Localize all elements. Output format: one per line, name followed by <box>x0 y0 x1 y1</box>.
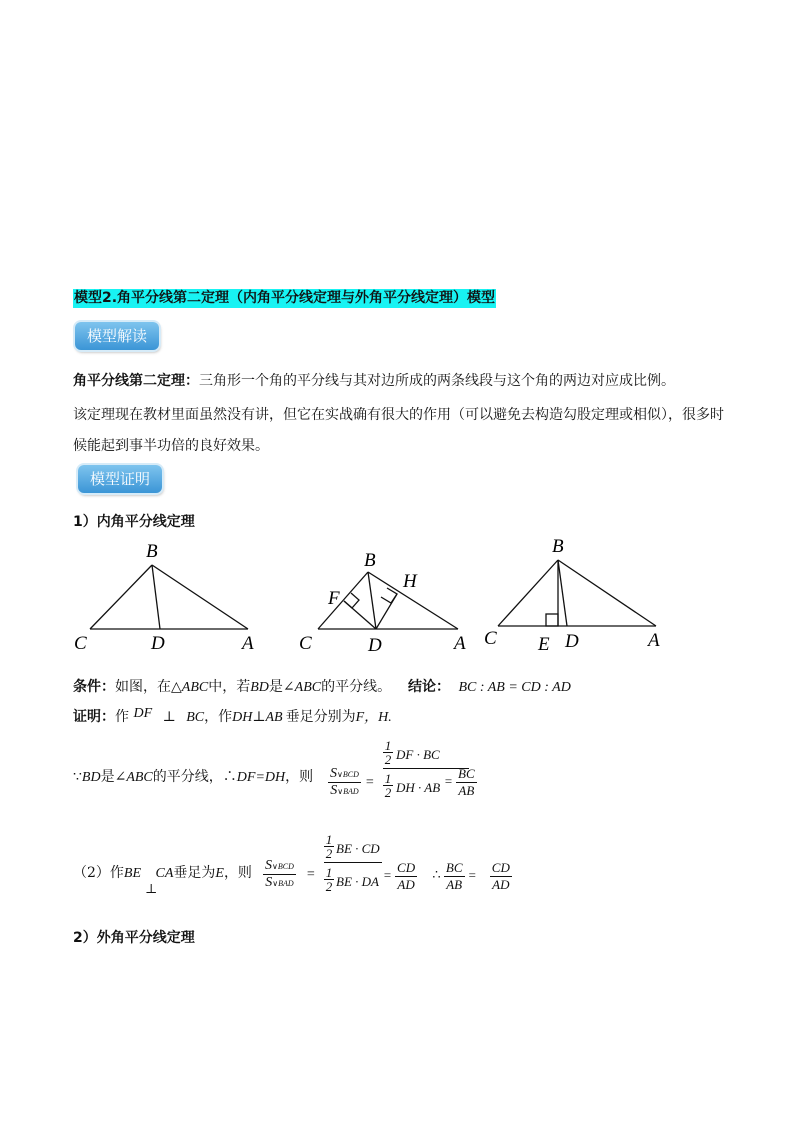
line4-be-cd: BE · CD <box>336 841 380 856</box>
proof-perp: ⊥ <box>162 709 176 725</box>
line3-s-top: S <box>330 766 337 781</box>
proof-fh: F，H. <box>355 710 392 725</box>
line4-text-1: 垂足为 <box>173 865 216 881</box>
fig3-label-c: C <box>484 628 497 649</box>
proof-bc: BC <box>186 710 205 725</box>
line4-cd: CD <box>397 860 416 875</box>
line3-area-fraction <box>328 766 374 799</box>
figure-3 <box>498 560 656 626</box>
proof-label: 证明： <box>73 709 115 725</box>
line4-sub-bad: ∨BAD <box>272 879 294 888</box>
line4-be-da: BE · DA <box>336 874 379 889</box>
fig1-label-a: A <box>242 633 254 654</box>
line4-ca: CA <box>155 866 174 881</box>
fig2-label-f: F <box>328 588 340 609</box>
condition-text-2: 中，若 <box>208 679 251 695</box>
line4-cd-ad-fraction <box>395 860 417 893</box>
line3-text-1: 是∠ <box>100 769 127 785</box>
condition-abc-2: ABC <box>294 680 322 695</box>
page-title: 模型2.角平分线第二定理（内角平分线定理与外角平分线定理）模型 <box>74 290 496 306</box>
condition-bd: BD <box>250 680 269 695</box>
note-paragraph: 该定理现在教材里面虽然没有讲，但它在实战确有很大的作用（可以避免去构造勾股定理或相似），很多时候能起到事半功倍的良好效果。 <box>73 407 724 454</box>
condition-text-1: 如图，在△ <box>115 679 182 695</box>
fig1-label-c: C <box>74 633 87 654</box>
line4-perp: ⊥ <box>145 882 158 897</box>
line4-cd-ad-fraction-2 <box>490 860 512 893</box>
line4-s-fraction <box>263 858 296 891</box>
condition-text-4: 的平分线。 <box>321 679 392 695</box>
line3-s-fraction <box>328 766 361 799</box>
fig1-line-bd <box>152 565 160 629</box>
therefore-symbol: ∴ <box>432 867 441 883</box>
fig2-right-angle-f <box>344 593 359 608</box>
line4-ad: AD <box>397 877 415 892</box>
line4-equals-2: = <box>383 867 392 883</box>
line3-sub-bcd: ∨BCD <box>337 770 359 779</box>
line4-ab: AB <box>446 877 463 892</box>
line4-half-den-top: 2 <box>325 846 333 861</box>
condition-abc: ABC <box>181 680 209 695</box>
fig2-label-d: D <box>368 635 382 656</box>
condition-label: 条件： <box>73 679 115 695</box>
section-external-bisector: 2）外角平分线定理 <box>73 930 195 946</box>
line3-text-3: ，则 <box>285 769 314 785</box>
conclusion-formula: BC : AB = CD : AD <box>458 680 571 695</box>
section-internal-bisector: 1）内角平分线定理 <box>73 514 195 530</box>
line4-half-den-bottom: 2 <box>325 879 333 894</box>
fig2-label-b: B <box>364 550 376 571</box>
line3-sub-bad: ∨BAD <box>337 787 359 796</box>
line4-ad-2: AD <box>492 877 510 892</box>
line4-paren: （2）作 <box>73 865 124 881</box>
area-ratio-line <box>73 766 313 789</box>
fig3-line-bc <box>498 560 558 626</box>
line3-bd: BD <box>81 770 101 785</box>
line4-e: E <box>215 866 224 881</box>
line4-result <box>383 860 512 893</box>
line4-half-num-bottom: 1 <box>325 865 333 880</box>
line4-equals-3: = <box>467 867 477 883</box>
condition-text-3: 是∠ <box>268 679 295 695</box>
line4-s-top: S <box>265 858 272 873</box>
line4-bc: BC <box>445 860 463 875</box>
line3-bc-ab-fraction <box>456 766 477 799</box>
line4-sub-bcd: ∨BCD <box>272 862 294 871</box>
line4-text-2: ，则 <box>223 865 252 881</box>
line3-ab: AB <box>458 783 475 798</box>
line3-abc: ABC <box>126 770 153 785</box>
line3-half-num-bottom: 1 <box>384 771 392 786</box>
proof-text-1: 作 <box>115 709 129 725</box>
line3-equals-2: = <box>444 773 453 789</box>
theorem-label: 角平分线第二定理： <box>73 373 199 389</box>
line4-cd-2: CD <box>491 860 510 875</box>
theorem-paragraph <box>73 370 733 392</box>
fig2-right-angle-h <box>381 588 397 603</box>
fig2-label-c: C <box>299 633 312 654</box>
line3-result <box>444 766 477 799</box>
line4-s-bottom: S <box>265 875 273 890</box>
fig2-line-bd <box>368 572 376 629</box>
fig1-label-d: D <box>151 633 165 654</box>
line4-half-num-top: 1 <box>325 832 333 847</box>
line4-bc-ab-fraction <box>444 860 465 893</box>
proof-line <box>73 706 392 729</box>
line4-be: BE <box>123 866 142 881</box>
line3-half-den-bottom: 2 <box>384 785 392 800</box>
line3-half-num-top: 1 <box>384 738 392 753</box>
line4-area-fraction <box>263 858 315 891</box>
line3-eq: DF=DH <box>236 770 286 785</box>
fig3-line-bd <box>558 560 567 626</box>
figure-1 <box>90 565 248 629</box>
line3-text-2: 的平分线，∴ <box>152 769 237 785</box>
fig2-label-a: A <box>454 633 466 654</box>
line3-half-den-top: 2 <box>384 752 392 767</box>
line3-s-bottom: S <box>330 783 338 798</box>
fig3-label-a: A <box>648 630 660 651</box>
line4-equals-1: = <box>306 867 316 882</box>
fig3-label-d: D <box>565 631 579 652</box>
proof-dh-ab: DH⊥AB <box>232 710 283 725</box>
line3-bc: BC <box>458 766 475 781</box>
line3-dh-ab: DH · AB <box>396 780 441 795</box>
badge-model-interpret: 模型解读 <box>75 322 159 350</box>
proof-text-3: 垂足分别为 <box>285 709 356 725</box>
figures <box>0 530 800 660</box>
fig1-line-ba <box>152 565 248 629</box>
fig3-label-b: B <box>552 536 564 557</box>
theorem-text: 三角形一个角的平分线与其对边所成的两条线段与这个角的两边对应成比例。 <box>199 373 675 389</box>
fig3-label-e: E <box>538 634 550 655</box>
line4 <box>73 862 252 885</box>
line3-equals-1: = <box>365 775 375 790</box>
fig3-right-angle-e <box>546 614 558 626</box>
fig2-line-bc <box>318 572 368 629</box>
fig3-line-ba <box>558 560 656 626</box>
fig2-label-h: H <box>403 571 417 592</box>
proof-text-2: ，作 <box>204 709 233 725</box>
line3-df-bc: DF · BC <box>396 747 440 762</box>
because-symbol: ∵ <box>73 769 82 785</box>
fig1-line-bc <box>90 565 152 629</box>
condition-line <box>73 676 571 699</box>
fig1-label-b: B <box>146 541 158 562</box>
badge-model-proof: 模型证明 <box>78 465 162 493</box>
conclusion-label: 结论： <box>408 679 450 695</box>
proof-df: DF <box>133 706 153 721</box>
